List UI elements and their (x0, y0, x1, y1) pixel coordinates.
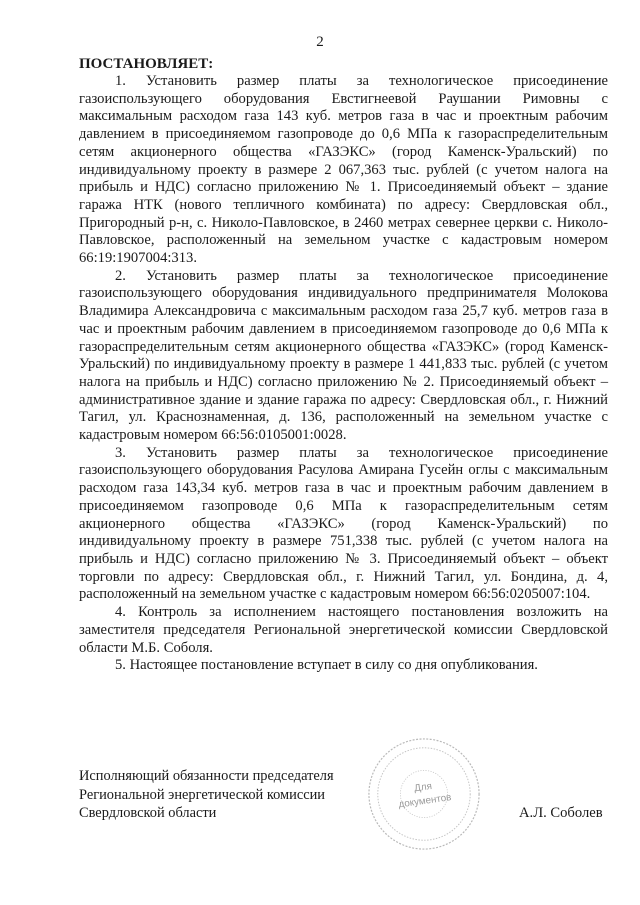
signature-block (79, 767, 334, 823)
svg-text:документов: документов (397, 792, 453, 811)
resolution-heading: ПОСТАНОВЛЯЕТ: (79, 56, 214, 72)
official-stamp (365, 735, 483, 853)
signer-name: А.Л. Соболев (519, 805, 603, 821)
signer-title-line-1: Исполняющий обязанности председателя (79, 768, 334, 784)
paragraph-4: 4. Контроль за исполнением настоящего постановления возложить на заместителя председателя Региональной энергетической комиссии Свердловской области М.Б. Соболя. (79, 604, 608, 656)
document-body (79, 55, 608, 675)
paragraph-2: 2. Установить размер платы за технологическое присоединение газоиспользующего оборудования индивидуального предпринимателя Молокова Владимира Александровича с максимальным расходом газа 25,7 куб. метров газа в час и проектным рабочим давлением в присоединяемом газопроводе до 0,6 МПа к газораспределительным сетям акционерного общества «ГАЗЭКС» (город Каменск-Уральский) по индивидуальному проекту в размере 1 441,833 тыс. рублей (с учетом налога на прибыль и НДС) согласно приложению № 2. Присоединяемый объект – административное здание и здание гаража по адресу: Свердловская обл., г. Нижний Тагил, ул. Краснознаменная, д. 136, расположенный на земельном участке с кадастровым номером 66:56:0105001:0028. (79, 267, 608, 444)
paragraph-5: 5. Настоящее постановление вступает в силу со дня опубликования. (115, 657, 538, 674)
paragraph-1: 1. Установить размер платы за технологическое присоединение газоиспользующего оборудования Евстигнеевой Раушании Римовны с максимальным расходом газа 143 куб. метров газа в час и проектным рабочим давлением в присоединяемом газопроводе до 0,6 МПа к газораспределительным сетям акционерного общества «ГАЗЭКС» (город Каменск-Уральский) по индивидуальному проекту в размере 2 067,363 тыс. рублей (с учетом налога на прибыль и НДС) согласно приложению № 1. Присоединяемый объект – здание гаража НТК (нового тепличного комбината) по адресу: Свердловская обл., Пригородный р-н, с. Николо-Павловское, в 2460 метрах севернее церкви с. Николо-Павловское, расположенный на земельном участке с кадастровым номером 66:19:1907004:313. (79, 73, 608, 267)
page-number: 2 (316, 34, 324, 50)
signer-title-line-2: Региональной энергетической комиссии (79, 786, 325, 803)
paragraph-3: 3. Установить размер платы за технологическое присоединение газоиспользующего оборудования Расулова Амирана Гусейн оглы с максимальным расходом газа 143,34 куб. метров газа в час и проектным рабочим давлением в присоединяемом газопроводе 0,6 МПа к газораспределительным сетям акционерного общества «ГАЗЭКС» (город Каменск-Уральский) по индивидуальному проекту в размере 751,338 тыс. рублей (с учетом налога на прибыль и НДС) согласно приложению № 3. Присоединяемый объект – объект торговли по адресу: Свердловская обл., г. Нижний Тагил, ул. Бондина, д. 4, расположенный на земельном участке с кадастровым номером 66:56:0205007:104. (79, 444, 608, 603)
signer-title-line-3: Свердловской области (79, 805, 217, 821)
svg-text:Для: Для (413, 780, 433, 795)
